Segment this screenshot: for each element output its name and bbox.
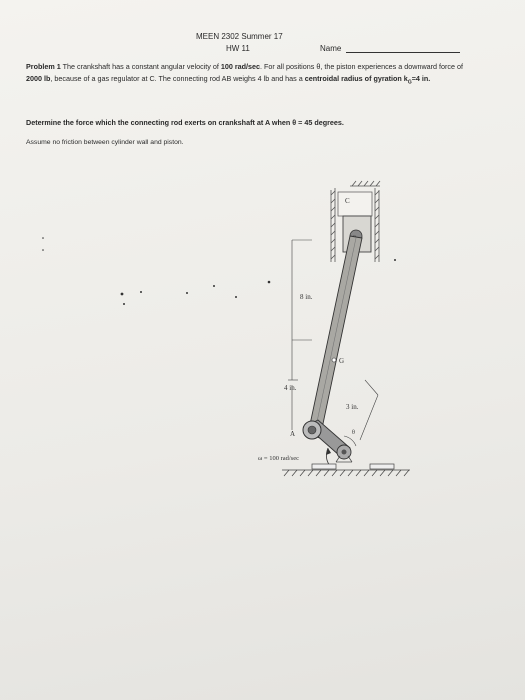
homework-number: HW 11 (226, 44, 250, 53)
dimension-8in: 8 in. (300, 293, 313, 301)
problem-radius-sub: G (407, 78, 412, 85)
omega-label: ω = 100 rad/sec (258, 455, 299, 462)
label-a: A (290, 430, 296, 438)
problem-text-1: The crankshaft has a constant angular velocity of (60, 62, 221, 71)
label-c: C (345, 197, 350, 205)
course-title: MEEN 2302 Summer 17 (196, 32, 283, 41)
problem-omega: 100 rad/sec (220, 62, 261, 71)
gas-chamber (338, 192, 372, 216)
task-statement: Determine the force which the connecting rod exerts on crankshaft at A when θ = 45 degrees. (26, 118, 344, 127)
label-g: G (339, 357, 345, 365)
problem-text-3: , because of a gas regulator at C. The connecting rod AB weighs 4 lb and has a (50, 73, 305, 83)
problem-radius-text: centroidal radius of gyration k (304, 73, 408, 83)
problem-lead: Problem 1 (26, 62, 61, 71)
assumption-note: Assume no friction between cylinder wall and piston. (26, 139, 184, 146)
problem-force: 2000 lb (26, 73, 51, 83)
dimension-4in: 4 in. (284, 384, 297, 392)
label-theta: θ (352, 430, 355, 436)
problem-text-2: . For all positions θ, the piston experiences a downward force of (260, 62, 463, 71)
center-of-gravity-g (332, 358, 336, 362)
dimension-3in: 3 in. (346, 403, 359, 411)
problem-radius-value: =4 in. (411, 73, 431, 83)
name-label: Name (320, 44, 342, 53)
